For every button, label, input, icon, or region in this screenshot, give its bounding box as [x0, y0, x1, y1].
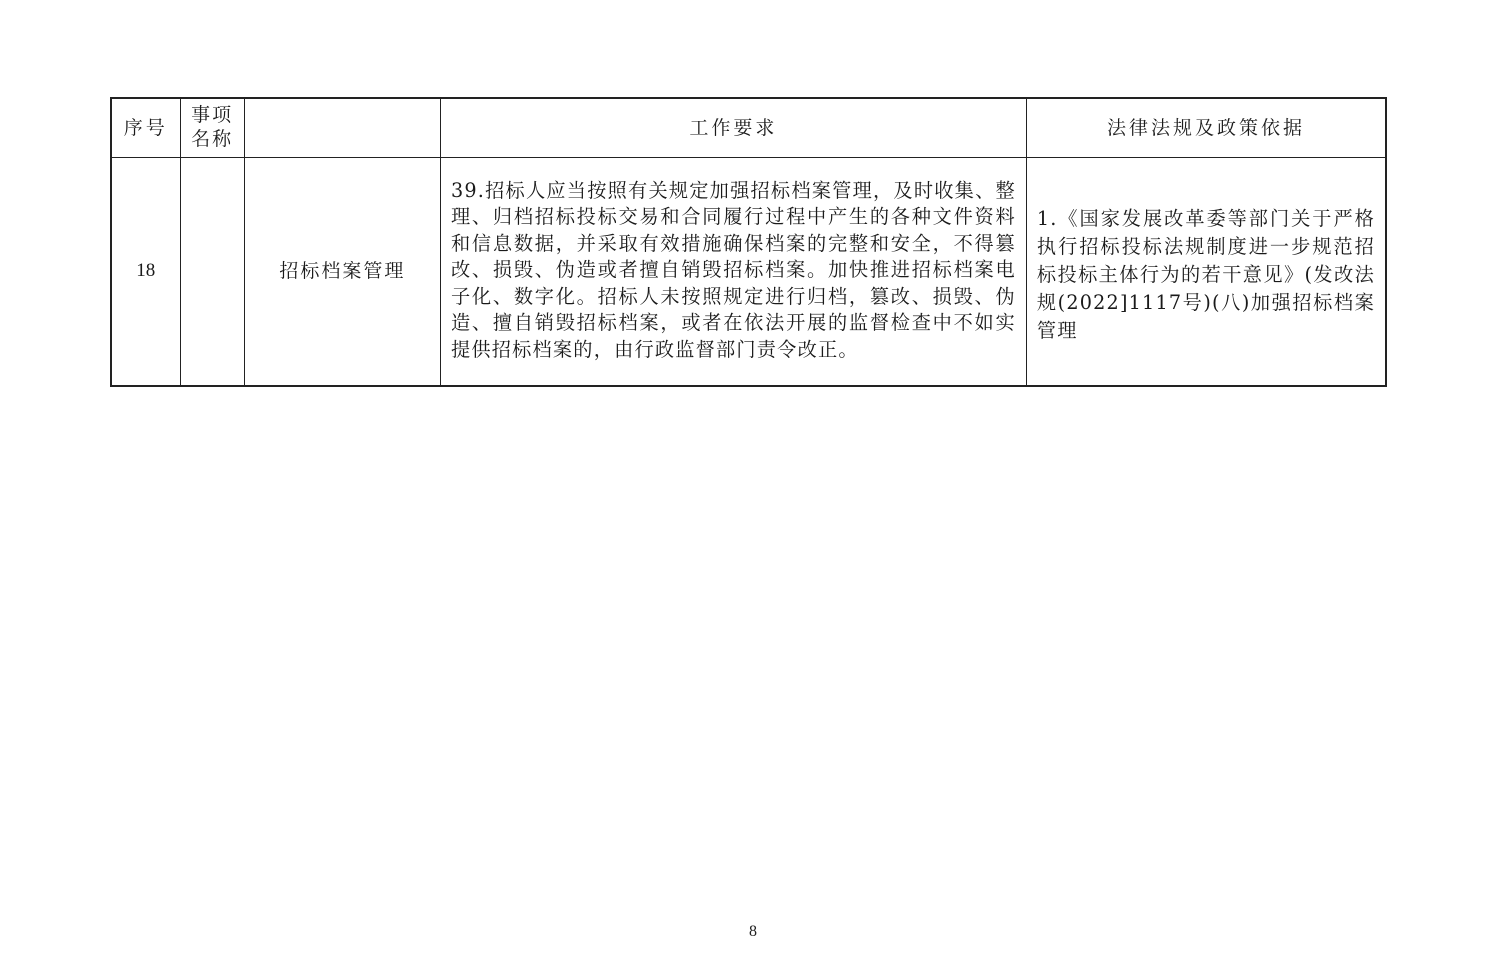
row-sub-item: 招标档案管理	[279, 260, 406, 283]
row-legal-basis: 1.《国家发展改革委等部门关于严格执行招标投标法规制度进一步规范招标投标主体行为的若干意见》(发改法规(2022]1117号)(八)加强招标档案管理	[1036, 206, 1375, 342]
table-row	[111, 157, 1386, 386]
row-seq-cell	[111, 157, 180, 386]
page-number: 8	[749, 923, 757, 940]
header-seq	[111, 98, 180, 157]
header-requirements-label: 工作要求	[689, 116, 778, 139]
header-item-name	[180, 98, 244, 157]
row-requirements-cell	[440, 157, 1026, 386]
row-requirements: 39.招标人应当按照有关规定加强招标档案管理，及时收集、整理、归档招标投标交易和合同履行过程中产生的各种文件资料和信息数据，并采取有效措施确保档案的完整和安全，不得篡改、损毁、伪造或者擅自销毁招标档案。加快推进招标档案电子化、数字化。招标人未按照规定进行归档，篡改、损毁、伪造、擅自销毁招标档案，或者在依法开展的监督检查中不如实提供招标档案的，由行政监督部门责令改正。	[450, 178, 1016, 361]
header-legal-basis-label: 法律法规及政策依据	[1106, 116, 1305, 139]
header-item-name-label	[191, 103, 233, 151]
header-item-name-line1: 事项	[191, 104, 234, 127]
header-sub-item	[244, 98, 440, 157]
row-sub-item-cell	[244, 157, 440, 386]
table-header-row	[111, 98, 1386, 157]
policy-table	[110, 97, 1387, 387]
header-seq-label: 序号	[123, 116, 168, 139]
row-item-name-cell	[180, 157, 244, 386]
header-requirements	[440, 98, 1026, 157]
row-seq: 18	[136, 260, 156, 282]
header-item-name-line2: 名称	[191, 128, 234, 151]
row-legal-basis-cell	[1026, 157, 1386, 386]
header-legal-basis	[1026, 98, 1386, 157]
